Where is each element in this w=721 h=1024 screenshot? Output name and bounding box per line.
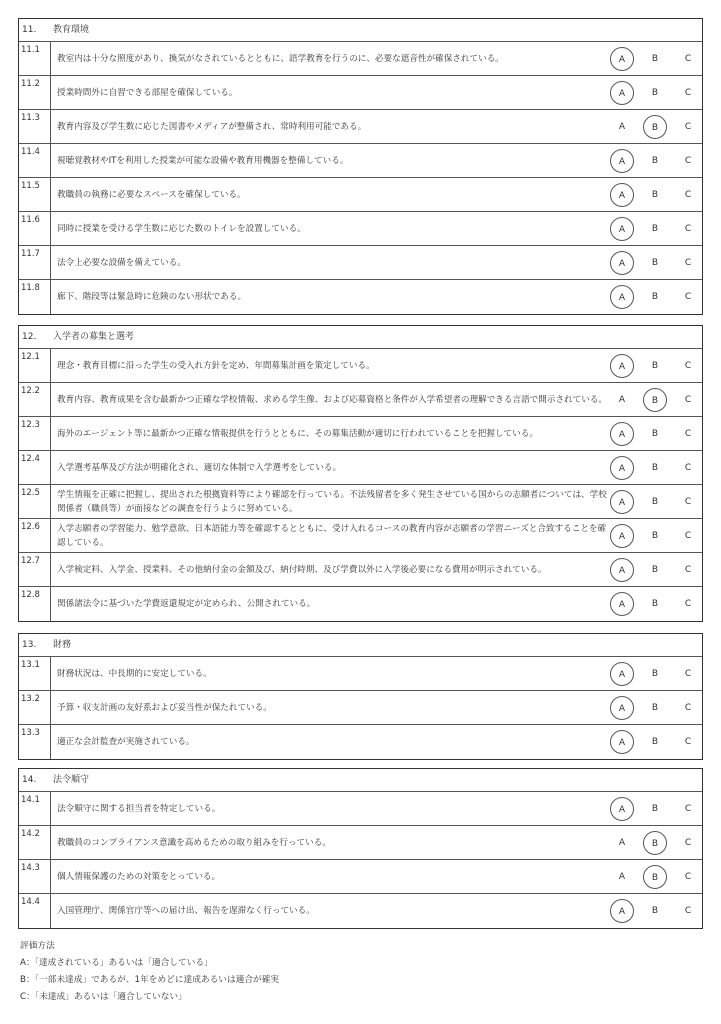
criteria-text: 個人情報保護のための対策をとっている。: [57, 871, 221, 882]
grade-b: B: [651, 428, 659, 439]
criteria-id: 11.7: [19, 246, 51, 279]
grade-c: C: [684, 702, 692, 713]
criteria-text: 理念・教育目標に沿った学生の受入れ方針を定め、年間募集計画を策定している。: [57, 360, 375, 371]
grade-a-selected: A: [610, 81, 634, 105]
grade-a: A: [618, 394, 626, 405]
grade-a-selected: A: [610, 558, 634, 582]
grade-a-selected: A: [610, 696, 634, 720]
criteria-text: 廊下、階段等は緊急時に危険のない形状である。: [57, 292, 247, 302]
grade-c: C: [684, 906, 692, 916]
section-title: 法令順守: [53, 775, 90, 785]
criteria-row: [19, 42, 702, 76]
criteria-text: 同時に授業を受ける学生数に応じた数のトイレを設置している。: [57, 223, 306, 234]
criteria-row: [19, 349, 702, 383]
grade-c: C: [684, 360, 692, 371]
criteria-id: 11.8: [19, 280, 51, 314]
grade-c: C: [684, 428, 692, 439]
criteria-text: 法令順守に関する担当者を特定している。: [57, 803, 221, 814]
grade-c: C: [684, 53, 692, 64]
criteria-id: 11.3: [19, 110, 51, 143]
grade-b: B: [651, 189, 659, 200]
criteria-text: 入学検定料、入学金、授業料、その他納付金の金額及び、納付時期、及び学費以外に入学後必要になる費用が明示されている。: [57, 564, 547, 575]
grade-a-selected: A: [610, 662, 634, 686]
grade-a-selected: A: [610, 524, 634, 548]
grade-c: C: [684, 496, 692, 507]
criteria-id: 14.4: [19, 894, 51, 928]
grade-a: A: [618, 121, 626, 132]
grade-b: B: [651, 668, 659, 679]
criteria-id: 11.2: [19, 76, 51, 109]
section-header: [19, 326, 702, 349]
grade-c: C: [684, 223, 692, 234]
criteria-id: 11.5: [19, 178, 51, 211]
grade-b: B: [651, 53, 659, 64]
grade-b: B: [651, 360, 659, 371]
grade-b: B: [651, 906, 659, 916]
grade-c: C: [684, 668, 692, 679]
grade-c: C: [684, 530, 692, 541]
criteria-id: 11.6: [19, 212, 51, 245]
criteria-row: [19, 246, 702, 280]
grade-c: C: [684, 737, 692, 747]
criteria-text: 予算・収支計画の友好系および妥当性が保たれている。: [57, 702, 272, 713]
grade-a-selected: A: [610, 899, 634, 923]
criteria-id: 12.6: [19, 519, 51, 552]
grade-c: C: [684, 87, 692, 98]
criteria-row: [19, 485, 702, 519]
criteria-text: 入学選考基準及び方法が明確化され、適切な体制で入学選考をしている。: [57, 462, 342, 473]
criteria-row: [19, 792, 702, 826]
grade-a-selected: A: [610, 251, 634, 275]
grade-b: B: [651, 599, 659, 609]
grade-c: C: [684, 155, 692, 166]
section-11: [18, 18, 703, 315]
criteria-text: 授業時間外に自習できる部屋を確保している。: [57, 87, 238, 98]
criteria-text: 関係諸法令に基づいた学費返還規定が定められ、公開されている。: [57, 599, 316, 609]
grade-b-selected: B: [643, 388, 667, 412]
criteria-row: [19, 587, 702, 621]
section-number: 13.: [22, 640, 37, 650]
criteria-id: 12.7: [19, 553, 51, 586]
criteria-row: [19, 894, 702, 928]
criteria-id: 12.3: [19, 417, 51, 450]
criteria-text: 法令上必要な設備を備えている。: [57, 257, 186, 268]
criteria-row: [19, 725, 702, 759]
grade-b: B: [651, 496, 659, 507]
criteria-text: 教室内は十分な照度があり、換気がなされているとともに、語学教育を行うのに、必要な遮音性が確保されている。: [57, 53, 504, 64]
legend-title: 評価方法: [20, 941, 55, 951]
criteria-row: [19, 110, 702, 144]
grade-c: C: [684, 871, 692, 882]
grade-a: A: [618, 837, 626, 848]
section-title: 入学者の募集と選考: [53, 332, 135, 342]
criteria-text: 適正な会計監査が実施されている。: [57, 737, 195, 747]
section-14: [18, 768, 703, 929]
grade-c: C: [684, 394, 692, 405]
criteria-text: 学生情報を正確に把握し、提出された根拠資料等により確認を行っている。不法残留者を多く発生させている国からの志願者については、学校関係者（職員等）が面接などの調査を行うように努めている。: [57, 489, 607, 514]
criteria-row: [19, 553, 702, 587]
criteria-id: 14.1: [19, 792, 51, 825]
grade-a-selected: A: [610, 217, 634, 241]
grade-c: C: [684, 564, 692, 575]
grade-c: C: [684, 462, 692, 473]
criteria-id: 12.4: [19, 451, 51, 484]
grade-b-selected: B: [643, 831, 667, 855]
criteria-text: 視聴覚教材やITを利用した授業が可能な設備や教育用機器を整備している。: [57, 155, 349, 166]
grade-b: B: [651, 257, 659, 268]
criteria-row: [19, 657, 702, 691]
grade-b: B: [651, 702, 659, 713]
criteria-id: 13.2: [19, 691, 51, 724]
section-number: 14.: [22, 775, 37, 785]
criteria-id: 14.2: [19, 826, 51, 859]
section-title: 教育環境: [53, 25, 90, 35]
criteria-row: [19, 451, 702, 485]
evaluation-legend: [20, 938, 279, 1006]
section-number: 12.: [22, 332, 37, 342]
section-header: [19, 19, 702, 42]
criteria-row: [19, 178, 702, 212]
grade-b: B: [651, 223, 659, 234]
criteria-text: 海外のエージェント等に最新かつ正確な情報提供を行うとともに、その募集活動が適切に行われていることを把握している。: [57, 428, 538, 439]
grade-a-selected: A: [610, 354, 634, 378]
criteria-row: [19, 417, 702, 451]
criteria-text: 入学志願者の学習能力、勉学意欲、日本語能力等を確認するとともに、受け入れるコースの教育内容が志願者の学習ニーズと合致することを確認している。: [57, 523, 607, 548]
legend-line-b: B：「一部未達成」であるが、1年をめどに達成あるいは適合が確実: [20, 975, 280, 985]
section-12: [18, 325, 703, 622]
grade-b: B: [651, 564, 659, 575]
grade-a-selected: A: [610, 456, 634, 480]
criteria-text: 教職員の執務に必要なスペースを確保している。: [57, 189, 246, 200]
criteria-text: 教職員のコンプライアンス意識を高めるための取り組みを行っている。: [57, 837, 331, 848]
criteria-id: 12.8: [19, 587, 51, 621]
grade-a-selected: A: [610, 422, 634, 446]
criteria-id: 12.5: [19, 485, 51, 518]
criteria-row: [19, 212, 702, 246]
grade-a-selected: A: [610, 285, 634, 309]
criteria-row: [19, 383, 702, 417]
grade-a-selected: A: [610, 149, 634, 173]
section-header: [19, 634, 702, 657]
grade-a-selected: A: [610, 47, 634, 71]
grade-b: B: [651, 803, 659, 814]
grade-c: C: [684, 189, 692, 200]
grade-b-selected: B: [643, 865, 667, 889]
legend-line-c: C：「未達成」あるいは「適合していない」: [20, 992, 187, 1002]
grade-a-selected: A: [610, 730, 634, 754]
legend-line-a: A：「達成されている」あるいは「適合している」: [20, 958, 213, 968]
section-13: [18, 633, 703, 760]
grade-b: B: [651, 87, 659, 98]
section-title: 財務: [53, 640, 72, 650]
criteria-row: [19, 860, 702, 894]
grade-c: C: [684, 121, 692, 132]
grade-a: A: [618, 871, 626, 882]
criteria-id: 13.3: [19, 725, 51, 759]
criteria-row: [19, 76, 702, 110]
criteria-id: 14.3: [19, 860, 51, 893]
grade-b: B: [651, 737, 659, 747]
grade-b: B: [651, 530, 659, 541]
grade-c: C: [684, 599, 692, 609]
criteria-id: 12.1: [19, 349, 51, 382]
grade-b: B: [651, 292, 659, 302]
criteria-row: [19, 826, 702, 860]
criteria-id: 12.2: [19, 383, 51, 416]
criteria-row: [19, 691, 702, 725]
grade-c: C: [684, 257, 692, 268]
criteria-id: 11.1: [19, 42, 51, 75]
grade-c: C: [684, 292, 692, 302]
grade-a-selected: A: [610, 797, 634, 821]
section-header: [19, 769, 702, 792]
grade-a-selected: A: [610, 183, 634, 207]
criteria-text: 入国管理庁、関係官庁等への届け出、報告を遅滞なく行っている。: [57, 906, 315, 916]
grade-a-selected: A: [610, 592, 634, 616]
grade-b: B: [651, 155, 659, 166]
criteria-row: [19, 144, 702, 178]
grade-b-selected: B: [643, 115, 667, 139]
criteria-id: 13.1: [19, 657, 51, 690]
criteria-id: 11.4: [19, 144, 51, 177]
section-number: 11.: [22, 25, 37, 35]
grade-b: B: [651, 462, 659, 473]
criteria-row: [19, 280, 702, 314]
criteria-row: [19, 519, 702, 553]
criteria-text: 財務状況は、中長期的に安定している。: [57, 668, 212, 679]
criteria-text: 教育内容、教育成果を含む最新かつ正確な学校情報、求める学生像、および応募資格と条件が入学希望者の理解できる言語で開示されている。: [57, 394, 608, 405]
criteria-text: 教育内容及び学生数に応じた図書やメディアが整備され、常時利用可能である。: [57, 121, 367, 132]
grade-c: C: [684, 837, 692, 848]
grade-a-selected: A: [610, 490, 634, 514]
grade-c: C: [684, 803, 692, 814]
